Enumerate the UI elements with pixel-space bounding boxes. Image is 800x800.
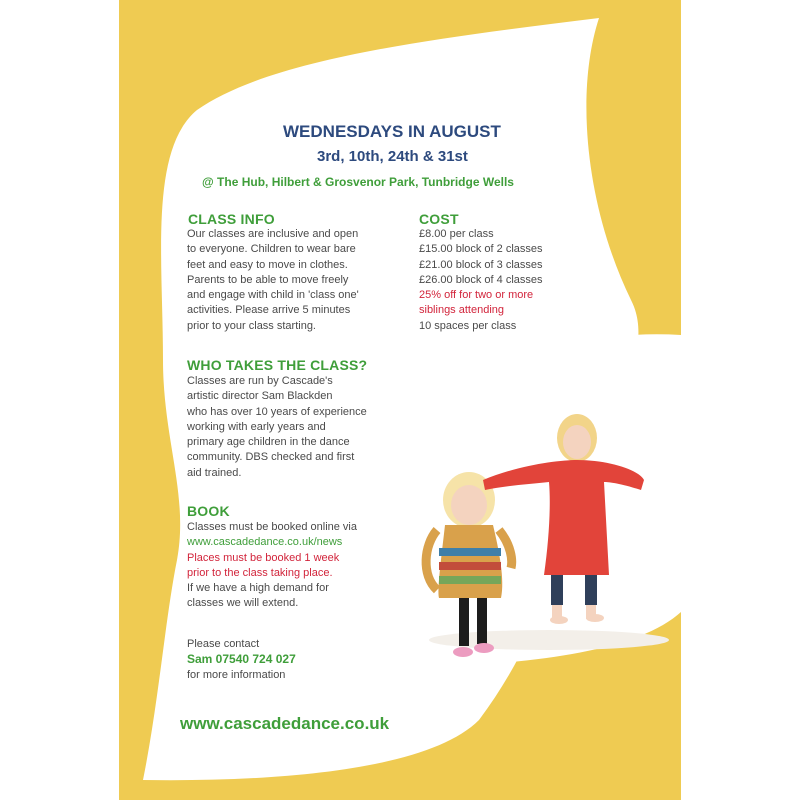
title: WEDNESDAYS IN AUGUST: [283, 122, 501, 141]
price-item: £21.00 block of 3 classes: [419, 258, 543, 271]
venue: @ The Hub, Hilbert & Grosvenor Park, Tunbridge Wells: [202, 175, 514, 189]
contact-phone[interactable]: Sam 07540 724 027: [187, 652, 296, 667]
flyer: [119, 0, 681, 800]
cost-list: [419, 227, 543, 334]
spaces-note: 10 spaces per class: [419, 319, 517, 332]
dates: 3rd, 10th, 24th & 31st: [317, 148, 468, 165]
book-text: Classes must be booked online via www.cascadedance.co.uk/news Places must be booked 1 week prior to the class taking place. If we have a high demand for classes we will extend.: [187, 521, 357, 610]
price-item: £15.00 block of 2 classes: [419, 243, 543, 256]
booking-notice: Places must be booked 1 week: [187, 551, 340, 564]
price-item: £8.00 per class: [419, 228, 494, 240]
cost-heading: COST: [419, 211, 459, 227]
footer-website[interactable]: www.cascadedance.co.uk: [180, 714, 390, 733]
booking-notice: prior to the class taking place.: [187, 566, 333, 579]
class-info-text: Our classes are inclusive and open to everyone. Children to wear bare feet and easy to move in clothes. Parents to be able to move freely and engage with child in 'class one' activities. Please arrive 5 minutes prior to your class starting.: [187, 228, 359, 332]
booking-link[interactable]: www.cascadedance.co.uk/news: [187, 536, 343, 549]
sibling-offer: siblings attending: [419, 304, 505, 317]
book-heading: BOOK: [187, 503, 230, 519]
who-text: Classes are run by Cascade's artistic director Sam Blackden who has over 10 years of experience working with early years and primary age children in the dance community. DBS checked and first aid trained.: [187, 375, 367, 479]
contact-block: Please contact Sam 07540 724 027 for more information: [187, 638, 296, 681]
price-item: £26.00 block of 4 classes: [419, 273, 543, 286]
who-heading: WHO TAKES THE CLASS?: [187, 357, 368, 373]
sibling-offer: 25% off for two or more: [419, 289, 534, 302]
class-info-heading: CLASS INFO: [188, 211, 275, 227]
